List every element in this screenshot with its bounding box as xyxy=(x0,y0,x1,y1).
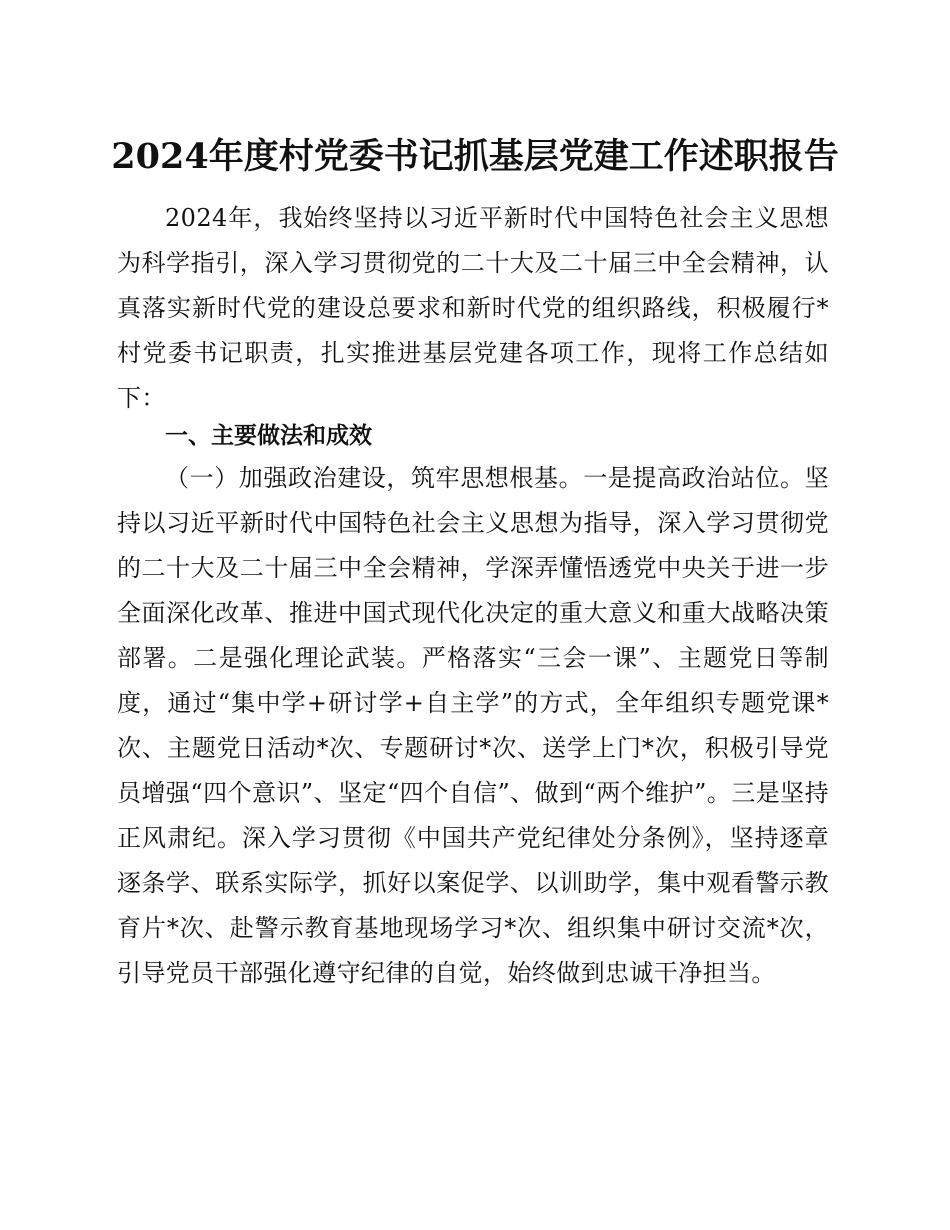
document-title: 2024年度村党委书记抓基层党建工作述职报告 xyxy=(111,136,839,177)
section-heading: 一、主要做法和成效 xyxy=(165,423,372,449)
section-paragraph: （一）加强政治建设，筑牢思想根基。一是提高政治站位。坚持以习近平新时代中国特色社会主义思想为指导，深入学习贯彻党的二十大及二十届三中全会精神，学深弄懂悟透党中央关于进一步全面深化改革、推进中国式现代化决定的重大意义和重大战略决策部署。二是强化理论武装。严格落实“三会一课”、主题党日等制度，通过“集中学+研讨学+自主学”的方式，全年组织专题党课*次、主题党日活动*次、专题研讨*次、送学上门*次，积极引导党员增强“四个意识”、坚定“四个自信”、做到“两个维护”。三是坚持正风肃纪。深入学习贯彻《中国共产党纪律处分条例》，坚持逐章逐条学、联系实际学，抓好以案促学、以训助学，集中观看警示教育片*次、赴警示教育基地现场学习*次、组织集中研讨交流*次，引导党员干部强化遵守纪律的自觉，始终做到忠诚干净担当。 xyxy=(117,464,829,987)
intro-paragraph: 2024年，我始终坚持以习近平新时代中国特色社会主义思想为科学指引，深入学习贯彻党的二十大及二十届三中全会精神，认真落实新时代党的建设总要求和新时代党的组织路线，积极履行*村党委书记职责，扎实推进基层党建各项工作，现将工作总结如下： xyxy=(117,204,829,412)
